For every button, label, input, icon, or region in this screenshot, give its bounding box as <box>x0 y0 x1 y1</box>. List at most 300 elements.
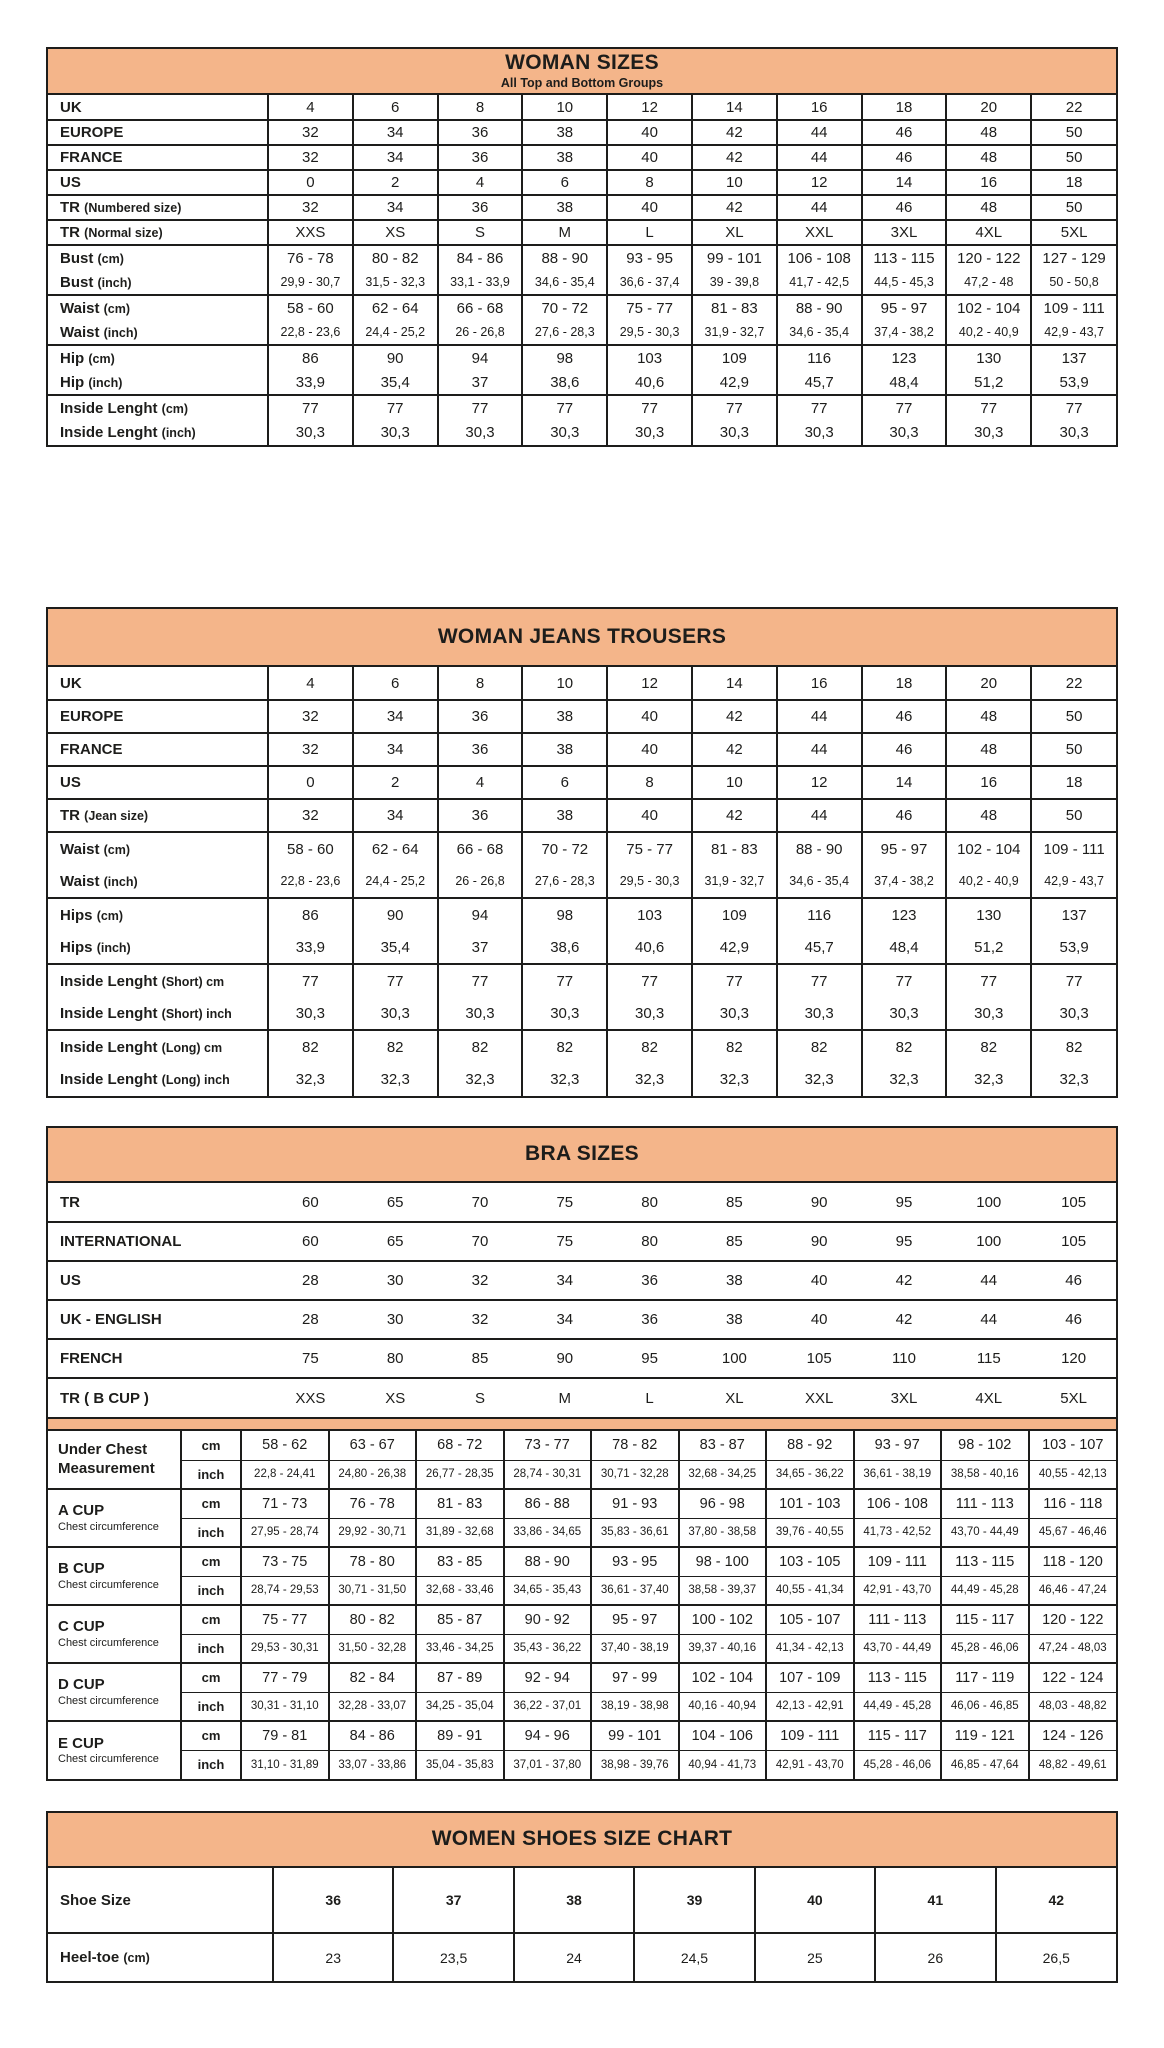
cup-label-text: E CUP <box>58 1734 104 1752</box>
size-value: 40,6 <box>607 370 692 395</box>
cup-label <box>48 1721 181 1779</box>
size-value: 77 <box>1031 395 1116 420</box>
size-value: S <box>438 220 523 245</box>
size-value: 32,3 <box>522 1063 607 1096</box>
table-row <box>48 420 1116 445</box>
size-value: L <box>607 220 692 245</box>
size-value: 79 - 81 <box>241 1721 329 1750</box>
size-value: 48,03 - 48,82 <box>1029 1692 1117 1721</box>
size-value: 39,37 - 40,16 <box>679 1634 767 1663</box>
size-value: 77 <box>946 964 1031 997</box>
women-shoes-table <box>46 1811 1118 1983</box>
size-value: 28 <box>268 1300 353 1339</box>
unit-label: cm <box>181 1489 241 1518</box>
size-value: 95 - 97 <box>591 1605 679 1634</box>
size-value: 70 - 72 <box>522 295 607 320</box>
size-value: 84 - 86 <box>438 245 523 270</box>
size-value: 34,6 - 35,4 <box>777 865 862 898</box>
size-value: 39,76 - 40,55 <box>766 1518 854 1547</box>
size-value: 40 <box>607 145 692 170</box>
size-value: 48,4 <box>862 931 947 964</box>
size-value: 40 <box>777 1261 862 1300</box>
size-value: 48,82 - 49,61 <box>1029 1750 1117 1779</box>
size-value: L <box>607 1378 692 1417</box>
size-value: 46 <box>862 799 947 832</box>
size-value: 101 - 103 <box>766 1489 854 1518</box>
table-row <box>48 270 1116 295</box>
size-value: 44,49 - 45,28 <box>854 1692 942 1721</box>
size-value: 43,70 - 44,49 <box>941 1518 1029 1547</box>
table-subtitle: All Top and Bottom Groups <box>500 75 664 90</box>
table-row <box>48 865 1116 898</box>
cup-label <box>48 1663 181 1721</box>
size-value: 34 <box>353 120 438 145</box>
size-value: 32 <box>268 120 353 145</box>
size-value: 14 <box>692 667 777 700</box>
size-value: 48 <box>946 700 1031 733</box>
size-value: 105 <box>1031 1222 1116 1261</box>
unit-label: inch <box>181 1692 241 1721</box>
size-value: 46 <box>862 195 947 220</box>
unit-label: inch <box>181 1576 241 1605</box>
size-value: 46,85 - 47,64 <box>941 1750 1029 1779</box>
size-value: 38 <box>522 145 607 170</box>
size-value: 104 - 106 <box>679 1721 767 1750</box>
size-value: 30,3 <box>946 997 1031 1030</box>
size-value: 32 <box>268 145 353 170</box>
unit-label: inch <box>181 1750 241 1779</box>
row-label <box>48 1063 268 1096</box>
size-value: 42,13 - 42,91 <box>766 1692 854 1721</box>
size-value: 48 <box>946 733 1031 766</box>
size-value: 30,3 <box>1031 997 1116 1030</box>
size-value: 16 <box>777 95 862 120</box>
size-value: 26 - 26,8 <box>438 865 523 898</box>
size-value: 42,9 - 43,7 <box>1031 320 1116 345</box>
size-value: 30,3 <box>268 420 353 445</box>
size-value: 77 <box>522 964 607 997</box>
table-row <box>48 1634 1116 1663</box>
size-value: 137 <box>1031 345 1116 370</box>
size-value: 26,5 <box>996 1933 1116 1981</box>
size-value: 109 - 111 <box>1031 295 1116 320</box>
row-label <box>48 898 268 931</box>
size-value: 20 <box>946 667 1031 700</box>
size-value: 115 <box>946 1339 1031 1378</box>
size-value: 34 <box>353 733 438 766</box>
unit-label: cm <box>181 1721 241 1750</box>
size-value: 24,4 - 25,2 <box>353 320 438 345</box>
size-value: 32 <box>438 1300 523 1339</box>
size-value: 77 <box>692 964 777 997</box>
size-value: 29,9 - 30,7 <box>268 270 353 295</box>
size-value: 30,3 <box>777 420 862 445</box>
size-value: 86 <box>268 898 353 931</box>
size-value: 46 <box>862 120 947 145</box>
size-value: 103 - 107 <box>1029 1431 1117 1460</box>
size-value: 36 <box>607 1300 692 1339</box>
size-value: 90 <box>353 898 438 931</box>
size-value: 42,91 - 43,70 <box>766 1750 854 1779</box>
size-value: 32,3 <box>1031 1063 1116 1096</box>
size-value: 75 <box>522 1222 607 1261</box>
size-value: 30,3 <box>438 420 523 445</box>
size-value: 40 <box>607 195 692 220</box>
size-value: 26,77 - 28,35 <box>416 1460 504 1489</box>
unit-label: inch <box>181 1634 241 1663</box>
size-value: 106 - 108 <box>777 245 862 270</box>
row-label-unit: (inch) <box>103 325 138 340</box>
table-row <box>48 170 1116 195</box>
size-value: 46 <box>862 700 947 733</box>
size-value: 33,1 - 33,9 <box>438 270 523 295</box>
size-value: 44 <box>777 145 862 170</box>
size-value: 113 - 115 <box>862 245 947 270</box>
size-value: 24 <box>514 1933 634 1981</box>
size-value: 39 - 39,8 <box>692 270 777 295</box>
size-value: 32,3 <box>268 1063 353 1096</box>
size-value: 28 <box>268 1261 353 1300</box>
size-value: 115 - 117 <box>854 1721 942 1750</box>
size-value: 30,3 <box>692 997 777 1030</box>
size-value: 37,4 - 38,2 <box>862 865 947 898</box>
size-value: 8 <box>607 170 692 195</box>
row-label-unit: (Numbered size) <box>84 201 182 215</box>
size-value: 32,28 - 33,07 <box>329 1692 417 1721</box>
size-value: 127 - 129 <box>1031 245 1116 270</box>
table-title: WOMAN SIZES <box>505 51 659 75</box>
size-value: 88 - 90 <box>522 245 607 270</box>
size-value: 93 - 95 <box>607 245 692 270</box>
row-label-text: TR ( B CUP ) <box>60 1389 149 1407</box>
size-value: M <box>522 220 607 245</box>
row-label-unit: (inch) <box>161 426 196 440</box>
table-row <box>48 1663 1116 1692</box>
size-value: 95 - 97 <box>862 832 947 865</box>
row-label-text: Inside Lenght <box>60 1071 158 1088</box>
size-value: 84 - 86 <box>329 1721 417 1750</box>
size-value: 86 <box>268 345 353 370</box>
size-value: XS <box>353 1378 438 1417</box>
size-value: 118 - 120 <box>1029 1547 1117 1576</box>
size-value: 103 <box>607 898 692 931</box>
row-label <box>48 1378 268 1417</box>
size-value: 30,3 <box>522 420 607 445</box>
size-value: 8 <box>438 95 523 120</box>
row-label-text: Hip <box>60 349 85 367</box>
table-row <box>48 220 1116 245</box>
size-value: 38 <box>522 799 607 832</box>
size-value: 0 <box>268 766 353 799</box>
row-label-text: FRENCH <box>60 1350 123 1367</box>
table-row <box>48 700 1116 733</box>
table-row <box>48 733 1116 766</box>
size-value: 22 <box>1031 95 1116 120</box>
size-value: 3XL <box>862 220 947 245</box>
size-value: 62 - 64 <box>353 832 438 865</box>
table-row <box>48 370 1116 395</box>
size-value: 32 <box>268 700 353 733</box>
unit-label: cm <box>181 1663 241 1692</box>
row-label-unit: (cm) <box>88 351 115 366</box>
cup-label-sub: Chest circumference <box>58 1636 159 1649</box>
row-label <box>48 1339 268 1378</box>
size-value: 42 <box>692 799 777 832</box>
size-value: 34,6 - 35,4 <box>777 320 862 345</box>
size-value: 40 <box>607 120 692 145</box>
row-label <box>48 220 268 245</box>
row-label <box>48 145 268 170</box>
size-value: 32 <box>268 799 353 832</box>
size-value: 8 <box>607 766 692 799</box>
size-value: 40 <box>607 799 692 832</box>
size-value: 36,61 - 38,19 <box>854 1460 942 1489</box>
size-value: 42,9 - 43,7 <box>1031 865 1116 898</box>
size-value: 23 <box>273 1933 393 1981</box>
size-value: 95 <box>862 1222 947 1261</box>
table-row <box>48 1489 1116 1518</box>
size-value: 38,19 - 38,98 <box>591 1692 679 1721</box>
size-value: 77 <box>607 395 692 420</box>
table-row <box>48 898 1116 931</box>
size-value: 30,71 - 31,50 <box>329 1576 417 1605</box>
size-value: 37,4 - 38,2 <box>862 320 947 345</box>
size-value: 51,2 <box>946 370 1031 395</box>
size-value: 120 - 122 <box>1029 1605 1117 1634</box>
size-value: 12 <box>777 766 862 799</box>
row-label-text: Inside Lenght <box>60 424 158 441</box>
size-value: 77 <box>862 395 947 420</box>
size-value: 77 <box>607 964 692 997</box>
size-value: 4 <box>268 667 353 700</box>
size-value: 5XL <box>1031 220 1116 245</box>
size-value: 65 <box>386 1193 404 1211</box>
table-row <box>48 1868 1116 1933</box>
row-label-text: TR <box>60 807 80 824</box>
row-label <box>48 964 268 997</box>
size-value: S <box>438 1378 523 1417</box>
size-value: 50 <box>1031 145 1116 170</box>
size-value: 10 <box>692 766 777 799</box>
row-label <box>48 667 268 700</box>
row-label <box>48 997 268 1030</box>
size-value: 45,28 - 46,06 <box>854 1750 942 1779</box>
size-value: 95 <box>895 1193 913 1211</box>
size-value: 44 <box>777 195 862 220</box>
size-value: 82 <box>946 1030 1031 1063</box>
size-value: 40 <box>607 733 692 766</box>
size-value: 82 <box>607 1030 692 1063</box>
size-value: 116 <box>777 345 862 370</box>
size-value: 35,43 - 36,22 <box>504 1634 592 1663</box>
cup-label-sub: Chest circumference <box>58 1753 159 1766</box>
size-value: 83 - 85 <box>416 1547 504 1576</box>
size-value: 45,67 - 46,46 <box>1029 1518 1117 1547</box>
size-value: 12 <box>777 170 862 195</box>
size-value: 85 <box>726 1193 743 1211</box>
size-value: 44 <box>777 733 862 766</box>
jeans-grid <box>48 667 1116 1096</box>
row-label-text: Hips <box>60 906 93 924</box>
size-value: 42 <box>692 733 777 766</box>
size-value: 36 <box>438 195 523 220</box>
row-label-text: UK - ENGLISH <box>60 1311 162 1328</box>
size-value: 85 <box>438 1339 523 1378</box>
row-label <box>48 95 268 120</box>
size-value: 32,3 <box>862 1063 947 1096</box>
size-value: 4XL <box>946 220 1031 245</box>
table-row <box>48 1576 1116 1605</box>
size-value: 113 - 115 <box>941 1547 1029 1576</box>
row-label <box>48 195 268 220</box>
size-value: 40,2 - 40,9 <box>946 320 1031 345</box>
size-value: XXL <box>777 220 862 245</box>
table-row <box>48 1605 1116 1634</box>
size-value: 77 <box>692 395 777 420</box>
size-value: 34 <box>353 195 438 220</box>
row-label-unit: (Short) cm <box>161 974 225 989</box>
size-value: 90 <box>522 1339 607 1378</box>
row-label-unit: (inch) <box>96 940 131 955</box>
size-value: 31,89 - 32,68 <box>416 1518 504 1547</box>
row-label-text: Inside Lenght <box>60 1004 158 1022</box>
size-value: 137 <box>1031 898 1116 931</box>
size-value: 75 - 77 <box>241 1605 329 1634</box>
size-value: 68 - 72 <box>416 1431 504 1460</box>
size-value: 33,46 - 34,25 <box>416 1634 504 1663</box>
cup-label-text: C CUP <box>58 1618 105 1636</box>
table-row <box>48 799 1116 832</box>
row-label-unit: (Jean size) <box>84 809 149 823</box>
size-value: 105 - 107 <box>766 1605 854 1634</box>
size-value: 50 <box>1031 120 1116 145</box>
size-value: 109 - 111 <box>766 1721 854 1750</box>
size-value: 44 <box>777 700 862 733</box>
table-title: WOMAN JEANS TROUSERS <box>437 624 727 648</box>
size-value: 109 - 111 <box>854 1547 942 1576</box>
size-value: 71 - 73 <box>241 1489 329 1518</box>
size-value: 76 - 78 <box>329 1489 417 1518</box>
size-value: 18 <box>1031 170 1116 195</box>
size-value: 30,71 - 32,28 <box>591 1460 679 1489</box>
size-value: 34 <box>353 700 438 733</box>
size-value: 44 <box>946 1300 1031 1339</box>
size-value: 105 <box>1061 1193 1087 1211</box>
size-value: 30,3 <box>862 420 947 445</box>
size-value: 106 - 108 <box>854 1489 942 1518</box>
row-label-unit: (inch) <box>97 275 132 290</box>
size-value: 94 <box>438 345 523 370</box>
row-label <box>48 1933 273 1981</box>
size-value: 77 <box>1031 964 1116 997</box>
table-row <box>48 1378 1116 1417</box>
size-value: 77 <box>946 395 1031 420</box>
row-label-text: Shoe Size <box>60 1891 131 1909</box>
size-value: 50 <box>1031 799 1116 832</box>
unit-label: cm <box>181 1431 241 1460</box>
jeans-header <box>48 609 1116 667</box>
size-value: 75 <box>268 1339 353 1378</box>
size-value: 81 - 83 <box>416 1489 504 1518</box>
size-value: 73 - 77 <box>504 1431 592 1460</box>
size-value: 30 <box>353 1300 438 1339</box>
size-value: 30,3 <box>946 420 1031 445</box>
size-value: 24,5 <box>634 1933 754 1981</box>
table-row <box>48 345 1116 370</box>
table-row <box>48 997 1116 1030</box>
size-value: 94 - 96 <box>504 1721 592 1750</box>
size-value: 37 <box>438 931 523 964</box>
size-value: 10 <box>522 667 607 700</box>
cup-label-text: B CUP <box>58 1560 105 1578</box>
size-value: 82 <box>1031 1030 1116 1063</box>
size-value: 99 - 101 <box>591 1721 679 1750</box>
row-label-unit: (inch) <box>88 375 123 390</box>
size-value: 109 <box>692 345 777 370</box>
size-value: 39 <box>634 1868 754 1933</box>
size-value: 30,3 <box>692 420 777 445</box>
table-title: WOMEN SHOES SIZE CHART <box>431 1827 733 1851</box>
size-value: 103 - 105 <box>766 1547 854 1576</box>
size-value: 20 <box>946 95 1031 120</box>
row-label-text: UK <box>60 98 82 116</box>
size-value: 32,3 <box>438 1063 523 1096</box>
unit-label: cm <box>181 1605 241 1634</box>
row-label <box>48 766 268 799</box>
size-value: 37,80 - 38,58 <box>679 1518 767 1547</box>
table-row <box>48 1431 1116 1460</box>
size-value: 97 - 99 <box>591 1663 679 1692</box>
row-label-unit: (cm) <box>161 401 189 416</box>
size-value: 82 <box>777 1030 862 1063</box>
size-value: 5XL <box>1031 1378 1116 1417</box>
size-value: 40,94 - 41,73 <box>679 1750 767 1779</box>
row-label <box>48 865 268 898</box>
size-value: 16 <box>946 170 1031 195</box>
row-label-unit: (cm) <box>103 301 131 316</box>
size-value: 41,73 - 42,52 <box>854 1518 942 1547</box>
size-value: 35,04 - 35,83 <box>416 1750 504 1779</box>
row-label-text: Waist <box>60 840 100 858</box>
size-value: 46 <box>1031 1261 1116 1300</box>
size-value: 75 - 77 <box>607 832 692 865</box>
size-value: 36,61 - 37,40 <box>591 1576 679 1605</box>
row-label-unit: (cm) <box>123 1951 150 1965</box>
size-value: 42 <box>692 700 777 733</box>
row-label-text: FRANCE <box>60 741 123 758</box>
size-value: 82 <box>692 1030 777 1063</box>
row-label-text: US <box>60 774 81 791</box>
size-value: 37,40 - 38,19 <box>591 1634 679 1663</box>
size-value: 4 <box>438 766 523 799</box>
size-value: 44 <box>777 120 862 145</box>
size-value: 18 <box>1031 766 1116 799</box>
size-value: 0 <box>268 170 353 195</box>
size-value: 34,25 - 35,04 <box>416 1692 504 1721</box>
size-value: 66 - 68 <box>438 832 523 865</box>
size-value: 30,3 <box>438 997 523 1030</box>
size-value: 42,9 <box>692 370 777 395</box>
size-value: 77 <box>438 395 523 420</box>
row-label-text: TR <box>60 224 80 241</box>
size-value: 83 - 87 <box>679 1431 767 1460</box>
unit-label: inch <box>181 1518 241 1547</box>
size-value: 30,3 <box>353 420 438 445</box>
size-value: 110 <box>862 1339 947 1378</box>
unit-label: cm <box>181 1547 241 1576</box>
size-value: 115 - 117 <box>941 1605 1029 1634</box>
table-row <box>48 1460 1116 1489</box>
